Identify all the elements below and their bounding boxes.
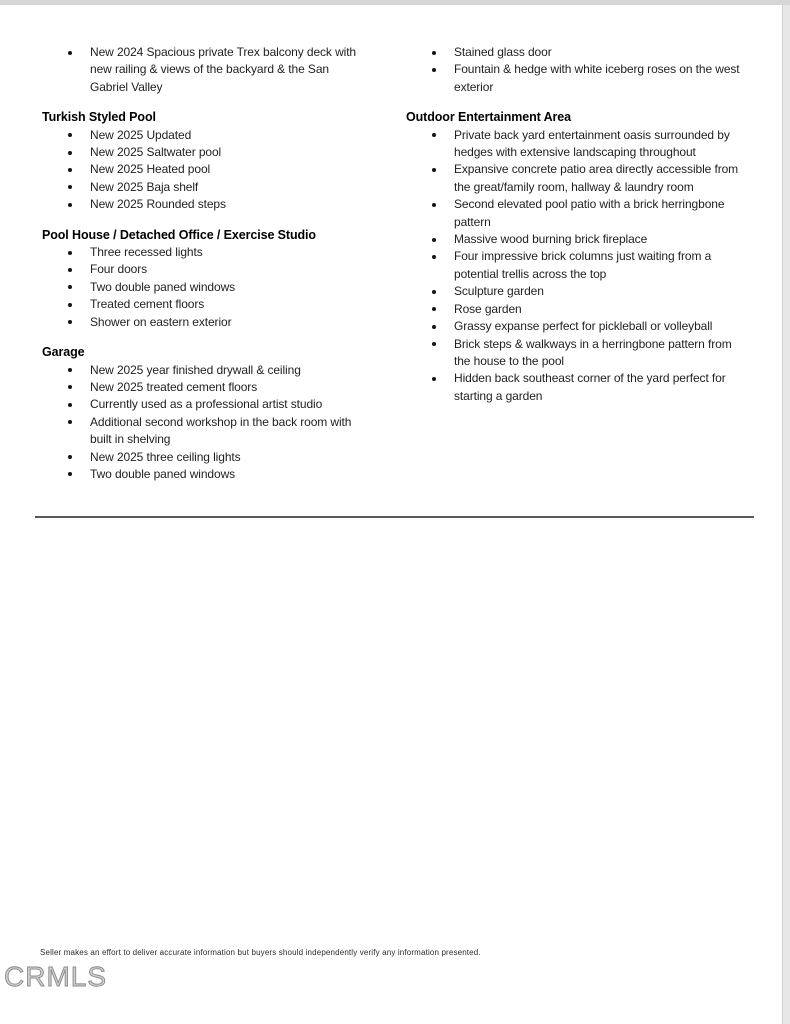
section-left-intro xyxy=(42,44,368,96)
bullet-item: Four impressive brick columns just waiting from a potential trellis across the top xyxy=(406,248,748,283)
scan-edge-top xyxy=(0,0,790,5)
bullet-item: Treated cement floors xyxy=(42,296,368,313)
bullet-list xyxy=(42,44,368,96)
bullet-item: Four doors xyxy=(42,261,368,278)
crmls-watermark: CRMLS xyxy=(4,961,108,992)
bullet-item: Stained glass door xyxy=(406,44,748,61)
bullet-item: Hidden back southeast corner of the yard perfect for starting a garden xyxy=(406,370,748,405)
bullet-item: New 2025 Baja shelf xyxy=(42,179,368,196)
bullet-item: New 2025 treated cement floors xyxy=(42,379,368,396)
section-garage xyxy=(42,344,368,483)
bullet-list xyxy=(406,44,748,96)
bullet-item: Grassy expanse perfect for pickleball or volleyball xyxy=(406,318,748,335)
bullet-item: Two double paned windows xyxy=(42,466,368,483)
section-turkish-styled-pool xyxy=(42,109,368,213)
bullet-list xyxy=(406,127,748,406)
left-column xyxy=(42,44,368,483)
bullet-item: Rose garden xyxy=(406,301,748,318)
horizontal-divider xyxy=(35,516,754,518)
bullet-item: Private back yard entertainment oasis surrounded by hedges with extensive landscaping throughout xyxy=(406,127,748,162)
right-column xyxy=(406,44,748,405)
bullet-item: Fountain & hedge with white iceberg roses on the west exterior xyxy=(406,61,748,96)
section-outdoor-entertainment-area xyxy=(406,109,748,405)
section-heading: Turkish Styled Pool xyxy=(42,110,156,125)
scan-edge-right xyxy=(782,5,790,1024)
bullet-item: New 2024 Spacious private Trex balcony deck with new railing & views of the backyard & the San Gabriel Valley xyxy=(42,44,368,96)
bullet-item: Sculpture garden xyxy=(406,283,748,300)
bullet-list xyxy=(42,244,368,331)
bullet-item: Three recessed lights xyxy=(42,244,368,261)
bullet-item: Additional second workshop in the back room with built in shelving xyxy=(42,414,368,449)
bullet-list xyxy=(42,362,368,484)
section-heading: Garage xyxy=(42,345,85,360)
bullet-item: New 2025 year finished drywall & ceiling xyxy=(42,362,368,379)
seller-disclaimer-text: Seller makes an effort to deliver accurate information but buyers should independently verify any information presented. xyxy=(40,948,481,957)
section-heading: Pool House / Detached Office / Exercise Studio xyxy=(42,227,316,242)
section-heading: Outdoor Entertainment Area xyxy=(406,110,572,125)
bullet-item: New 2025 Updated xyxy=(42,127,368,144)
bullet-item: New 2025 Heated pool xyxy=(42,161,368,178)
bullet-item: Brick steps & walkways in a herringbone pattern from the house to the pool xyxy=(406,336,748,371)
bullet-item: Second elevated pool patio with a brick herringbone pattern xyxy=(406,196,748,231)
bullet-item: New 2025 Rounded steps xyxy=(42,196,368,213)
section-pool-house-detached-office-exercise-studio xyxy=(42,227,368,331)
bullet-item: Currently used as a professional artist studio xyxy=(42,396,368,413)
bullet-item: New 2025 three ceiling lights xyxy=(42,449,368,466)
bullet-item: Massive wood burning brick fireplace xyxy=(406,231,748,248)
section-right-intro xyxy=(406,44,748,96)
bullet-item: Expansive concrete patio area directly accessible from the great/family room, hallway & laundry room xyxy=(406,161,748,196)
bullet-item: New 2025 Saltwater pool xyxy=(42,144,368,161)
bullet-list xyxy=(42,127,368,214)
bullet-item: Two double paned windows xyxy=(42,279,368,296)
bullet-item: Shower on eastern exterior xyxy=(42,314,368,331)
